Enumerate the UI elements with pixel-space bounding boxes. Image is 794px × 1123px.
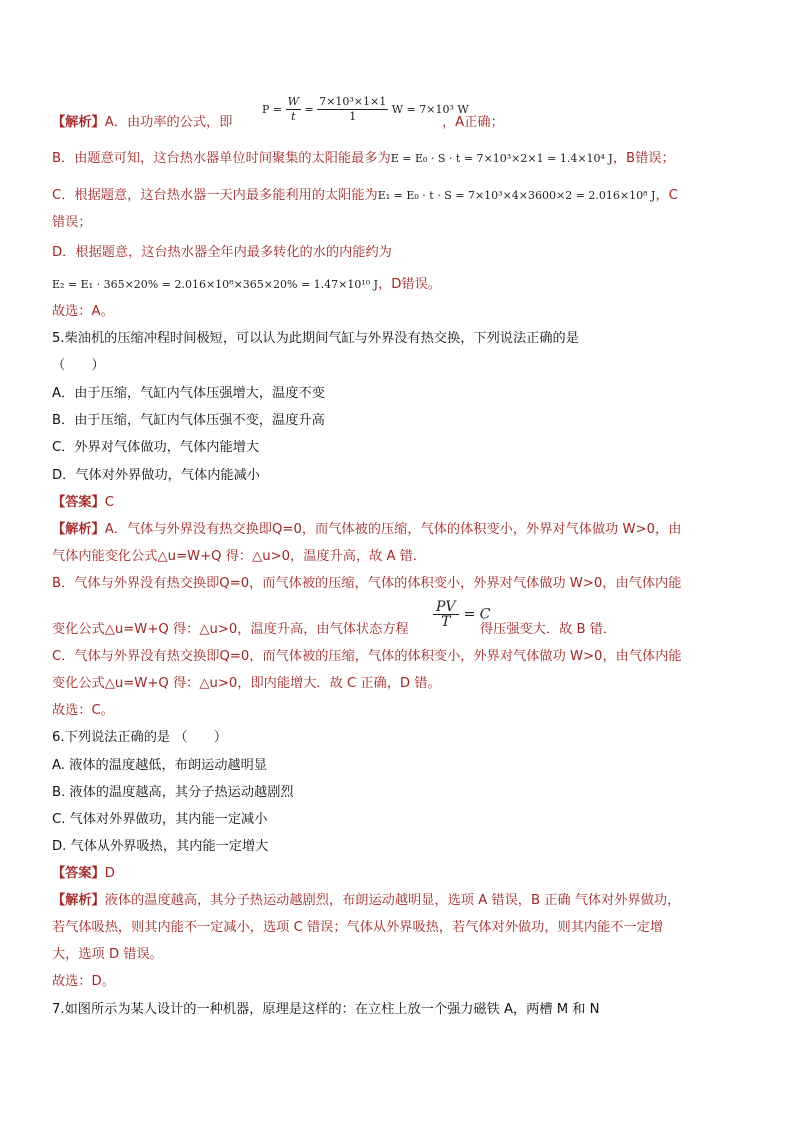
q5-choice: 故选：C。 (52, 703, 114, 718)
q6-option-b: B. 液体的温度越高，其分子热运动越剧烈 (52, 785, 294, 800)
q5-option-c: C．外界对气体做功，气体内能增大 (52, 440, 260, 455)
q5-analysis-a2: 气体内能变化公式△u=W+Q 得：△u>0，温度升高，故 A 错． (52, 549, 427, 564)
q5-option-b: B．由于压缩，气缸内气体压强不变，温度升高 (52, 413, 325, 428)
q4-formula-a: P = $\frac{W}{t}$ = $\frac{\text{7×10³×1×1}}{1}$ W = 7×10³ W (262, 95, 469, 123)
q4-analysis-c-cont: 错误； (52, 215, 92, 230)
q5-analysis-b2-post: 得压强变大．故 B 错． (480, 622, 617, 637)
q7-stem: 7.如图所示为某人设计的一种机器，原理是这样的：在立柱上放一个强力磁铁 A，两槽 M 和 N (52, 1002, 600, 1017)
q5-paren: （ ） (52, 358, 105, 373)
q6-option-a: A. 液体的温度越低，布朗运动越明显 (52, 758, 267, 773)
q6-analysis-2: 若气体吸热，则其内能不一定减小，选项 C 错误；气体从外界吸热，若气体对外做功，则其内能不一定增 (52, 920, 664, 935)
q5-analysis-a1: 【解析】A．气体与外界没有热交换即Q=0，而气体被的压缩，气体的体积变小，外界对气体做功 W>0，由 (52, 522, 682, 537)
q4-analysis-b: B．由题意可知，这台热水器单位时间聚集的太阳能最多为E = E₀ · S · t = 7×10³×2×1 = 1.4×10⁴ J，B错误； (52, 151, 675, 166)
q6-stem: 6.下列说法正确的是 （ ） (52, 730, 228, 745)
q6-option-d: D. 气体从外界吸热，其内能一定增大 (52, 839, 269, 854)
q4-a-result: ，A正确； (442, 115, 504, 130)
q4-analysis-d-formula: E₂ = E₁ · 365×20% = 2.016×10⁸×365×20% = 1.47×10¹⁰ J，D错误。 (52, 277, 441, 292)
q5-analysis-c2: 变化公式△u=W+Q 得：△u>0，即内能增大．故 C 正确，D 错。 (52, 676, 441, 691)
q6-answer: 【答案】D (52, 866, 115, 881)
q4-analysis-a: 【解析】A．由功率的公式，即 (52, 115, 233, 130)
q5-analysis-b2: 变化公式△u=W+Q 得：△u>0，温度升高，由气体状态方程 (52, 622, 409, 637)
q6-option-c: C. 气体对外界做功，其内能一定减小 (52, 812, 268, 827)
q4-choice: 故选：A。 (52, 304, 114, 319)
q4-analysis-d: D．根据题意，这台热水器全年内最多转化的水的内能约为 (52, 245, 392, 260)
q6-choice: 故选：D。 (52, 974, 115, 989)
q5-analysis-b1: B．气体与外界没有热交换即Q=0，而气体被的压缩，气体的体积变小，外界对气体做功 W>0，由气体内能 (52, 576, 682, 591)
analysis-tag: 【解析】 (52, 115, 105, 130)
q5-state-equation: $\frac{PV}{T}$ = C (433, 600, 491, 629)
q5-stem: 5.柴油机的压缩冲程时间极短，可以认为此期间气缸与外界没有热交换，下列说法正确的是 (52, 331, 579, 346)
q6-analysis-3: 大，选项 D 错误。 (52, 947, 163, 962)
q5-option-d: D．气体对外界做功，气体内能减小 (52, 468, 260, 483)
q5-answer: 【答案】C (52, 495, 114, 510)
q6-analysis-1: 【解析】液体的温度越高，其分子热运动越剧烈，布朗运动越明显，选项 A 错误，B 正确 气体对外界做功， (52, 893, 681, 908)
q5-analysis-c1: C．气体与外界没有热交换即Q=0，而气体被的压缩，气体的体积变小，外界对气体做功 W>0，由气体内能 (52, 649, 682, 664)
q4-analysis-c: C．根据题意，这台热水器一天内最多能利用的太阳能为E₁ = E₀ · t · S = 7×10³×4×3600×2 = 2.016×10⁸ J，C (52, 188, 678, 203)
q5-option-a: A．由于压缩，气缸内气体压强增大，温度不变 (52, 386, 325, 401)
